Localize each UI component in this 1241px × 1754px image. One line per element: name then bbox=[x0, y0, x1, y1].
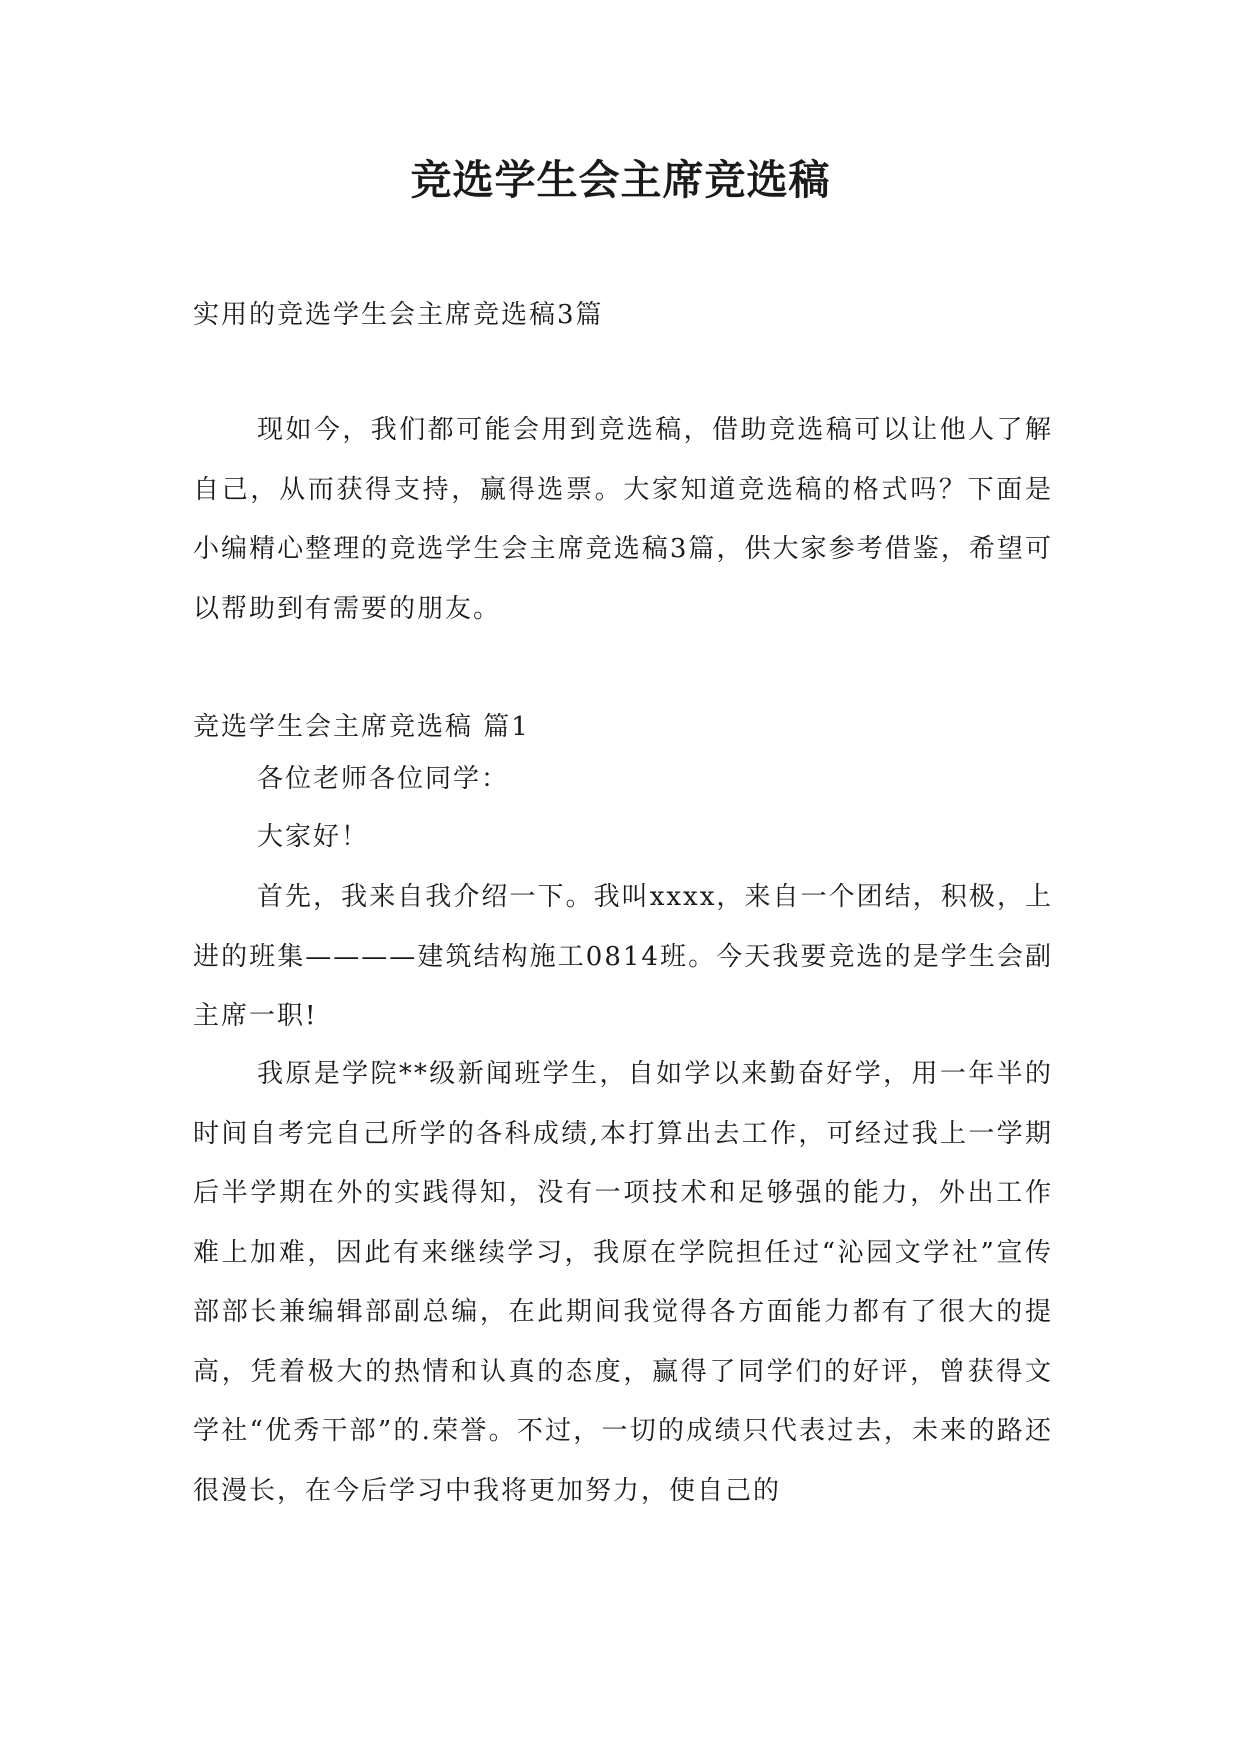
greeting-line: 大家好！ bbox=[257, 822, 370, 852]
document-subtitle: 实用的竞选学生会主席竞选稿3篇 bbox=[193, 300, 604, 330]
intro-paragraph: 现如今，我们都可能会用到竞选稿，借助竞选稿可以让他人了解自己，从而获得支持，赢得选票。大家知道竞选稿的格式吗？下面是小编精心整理的竞选学生会主席竞选稿3篇，供大家参考借鉴，希望可以帮助到有需要的朋友。 bbox=[193, 415, 1053, 624]
section-heading: 竞选学生会主席竞选稿 篇1 bbox=[193, 712, 530, 742]
self-intro-paragraph: 首先，我来自我介绍一下。我叫xxxx，来自一个团结，积极，上进的班集————建筑结构施工0814班。今天我要竞选的是学生会副主席一职! bbox=[193, 882, 1053, 1031]
body-paragraph: 我原是学院**级新闻班学生，自如学以来勤奋好学，用一年半的时间自考完自己所学的各科成绩,本打算出去工作，可经过我上一学期后半学期在外的实践得知，没有一项技术和足够强的能力，外出工作难上加难，因此有来继续学习，我原在学院担任过“沁园文学社”宣传部部长兼编辑部副总编，在此期间我觉得各方面能力都有了很大的提高，凭着极大的热情和认真的态度，赢得了同学们的好评，曾获得文学社“优秀干部”的.荣誉。不过，一切的成绩只代表过去，未来的路还很漫长，在今后学习中我将更加努力，使自己的 bbox=[193, 1059, 1053, 1506]
salutation-line: 各位老师各位同学： bbox=[257, 764, 510, 794]
page-title: 竞选学生会主席竞选稿 bbox=[410, 156, 831, 204]
